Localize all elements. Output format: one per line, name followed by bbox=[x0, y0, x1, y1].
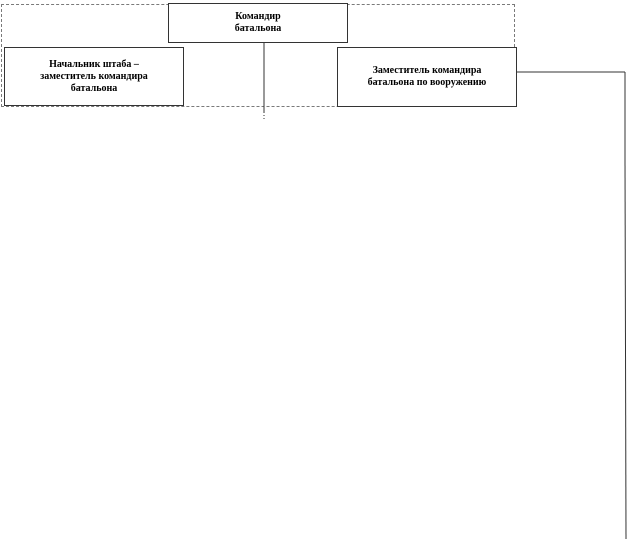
commander-box bbox=[168, 3, 348, 43]
chief-of-staff-label: Начальник штаба – заместитель командира батальона bbox=[40, 58, 148, 94]
deputy-branch-descender-line bbox=[625, 160, 626, 539]
deputy-armament-box bbox=[337, 47, 517, 107]
commander-label: Командир батальона bbox=[234, 11, 282, 34]
deputy-armament-label: Заместитель командира батальона по вооружению bbox=[367, 65, 487, 88]
chief-of-staff-box bbox=[4, 47, 184, 106]
